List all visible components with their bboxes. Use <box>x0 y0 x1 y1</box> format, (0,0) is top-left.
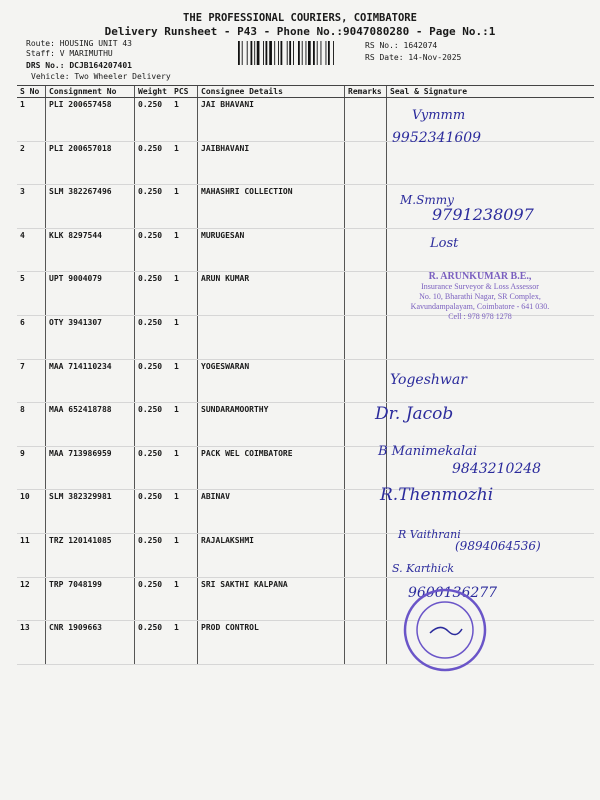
rs-number: RS No.: 1642074 <box>365 41 438 50</box>
signature-3: M.Smmy <box>400 193 454 207</box>
signature-11-phone: (9894064536) <box>455 539 541 553</box>
row-remarks <box>345 315 387 359</box>
row-consignment: TRP 7048199 <box>46 577 135 621</box>
barcode-bar <box>306 41 307 65</box>
row-sno: 8 <box>17 403 46 447</box>
row-pcs: 1 <box>171 185 198 229</box>
row-pcs: 1 <box>171 228 198 272</box>
signature-8: Dr. Jacob <box>375 404 454 424</box>
row-consignee: ABINAV <box>198 490 345 534</box>
row-sno: 9 <box>17 446 46 490</box>
row-remarks <box>345 185 387 229</box>
signature-10: R.Thenmozhi <box>380 485 494 505</box>
row-consignee: SUNDARAMOORTHY <box>198 403 345 447</box>
row-weight: 0.250 <box>135 141 172 185</box>
row-consignment: SLM 382267496 <box>46 185 135 229</box>
row-pcs: 1 <box>171 272 198 316</box>
row-pcs: 1 <box>171 446 198 490</box>
row-consignee: PROD CONTROL <box>198 621 345 665</box>
row-remarks <box>345 228 387 272</box>
signature-9-phone: 9843210248 <box>452 461 542 477</box>
route: Route: HOUSING UNIT 43 <box>26 39 132 48</box>
row-consignment: MAA 652418788 <box>46 403 135 447</box>
barcode-bar <box>242 41 243 65</box>
signature-11: R Vaithrani <box>398 528 461 541</box>
row-sno: 4 <box>17 228 46 272</box>
barcode-bar <box>278 41 279 65</box>
barcode-bar <box>266 41 268 65</box>
col-signature: Seal & Signature <box>387 86 595 98</box>
staff: Staff: V MARIMUTHU <box>26 49 113 58</box>
row-pcs: 1 <box>171 533 198 577</box>
signature-3-phone: 9791238097 <box>432 205 534 224</box>
row-consignment: MAA 713986959 <box>46 446 135 490</box>
barcode-bar <box>298 41 300 65</box>
row-consignment: CNR 1909663 <box>46 621 135 665</box>
barcode-bar <box>321 41 322 65</box>
row-consignee: SRI SAKTHI KALPANA <box>198 577 345 621</box>
barcode-bar <box>317 41 318 65</box>
row-remarks <box>345 533 387 577</box>
stamp-line2: No. 10, Bharathi Nagar, SR Complex, <box>419 292 541 301</box>
row-pcs: 1 <box>171 621 198 665</box>
row-remarks <box>345 98 387 142</box>
row-consignee: YOGESWARAN <box>198 359 345 403</box>
barcode-bar <box>257 41 260 65</box>
table-row <box>17 228 594 272</box>
runsheet-subtitle: Delivery Runsheet - P43 - Phone No.:9047080280 - Page No.:1 <box>104 25 496 38</box>
row-sno: 10 <box>17 490 46 534</box>
table-row <box>17 315 594 359</box>
stamp-line1: Insurance Surveyor & Loss Assessor <box>421 282 539 291</box>
barcode-bar <box>328 41 330 65</box>
stamp-line4: Cell : 978 978 1278 <box>448 312 512 321</box>
stamp-line3: Kavundampalayam, Coimbatore - 641 030. <box>410 302 550 311</box>
row-consignee: MAHASHRI COLLECTION <box>198 185 345 229</box>
row-consignee: RAJALAKSHMI <box>198 533 345 577</box>
runsheet-table <box>17 85 594 665</box>
row-sno: 11 <box>17 533 46 577</box>
row-weight: 0.250 <box>135 359 172 403</box>
signature-7: Yogeshwar <box>390 372 467 388</box>
row-consignee: JAIBHAVANI <box>198 141 345 185</box>
barcode-bar <box>287 41 288 65</box>
barcode-bar <box>302 41 303 65</box>
row-consignee <box>198 315 345 359</box>
row-consignment: UPT 9004079 <box>46 272 135 316</box>
row-consignee: ARUN KUMAR <box>198 272 345 316</box>
barcode-bar <box>289 41 291 65</box>
row-weight: 0.250 <box>135 272 172 316</box>
row-pcs: 1 <box>171 315 198 359</box>
row-sno: 2 <box>17 141 46 185</box>
row-weight: 0.250 <box>135 315 172 359</box>
row-weight: 0.250 <box>135 446 172 490</box>
barcode <box>237 41 361 65</box>
table-row <box>17 403 594 447</box>
row-consignment: PLI 200657018 <box>46 141 135 185</box>
barcode-bar <box>251 41 253 65</box>
col-consignee: Consignee Details <box>198 86 345 98</box>
row-consignment: KLK 8297544 <box>46 228 135 272</box>
barcode-bar <box>293 41 294 65</box>
barcode-bar <box>281 41 283 65</box>
row-weight: 0.250 <box>135 228 172 272</box>
row-consignment: SLM 382329981 <box>46 490 135 534</box>
row-remarks <box>345 621 387 665</box>
table-row <box>17 141 594 185</box>
barcode-bar <box>308 41 311 65</box>
company-title: THE PROFESSIONAL COURIERS, COIMBATORE <box>183 12 417 24</box>
barcode-bar <box>247 41 248 65</box>
row-signature <box>387 228 595 272</box>
stamp-name: R. ARUNKUMAR B.E., <box>428 271 532 282</box>
barcode-bar <box>333 41 334 65</box>
table-row <box>17 621 594 665</box>
row-sno: 5 <box>17 272 46 316</box>
row-sno: 7 <box>17 359 46 403</box>
col-consignment: Consignment No <box>46 86 135 98</box>
row-weight: 0.250 <box>135 533 172 577</box>
signature-12-phone: 9600136277 <box>408 585 498 601</box>
table-row <box>17 98 594 142</box>
drs-number: DRS No.: DCJB164207401 <box>26 61 132 70</box>
row-consignee: PACK WEL COIMBATORE <box>198 446 345 490</box>
row-pcs: 1 <box>171 403 198 447</box>
barcode-bar <box>313 41 315 65</box>
row-remarks <box>345 577 387 621</box>
row-remarks <box>345 359 387 403</box>
row-consignment: OTY 3941307 <box>46 315 135 359</box>
row-consignment: TRZ 120141085 <box>46 533 135 577</box>
signature-1: Vymmm <box>412 108 466 123</box>
round-seal <box>400 585 490 675</box>
row-weight: 0.250 <box>135 577 172 621</box>
signature-9: B Manimekalai <box>378 444 477 459</box>
vehicle: Vehicle: Two Wheeler Delivery <box>31 72 171 81</box>
row-consignee: MURUGESAN <box>198 228 345 272</box>
barcode-bar <box>274 41 275 65</box>
rs-date: RS Date: 14-Nov-2025 <box>365 53 462 62</box>
signature-4: Lost <box>430 236 459 251</box>
table-header-row <box>17 86 594 98</box>
barcode-bar <box>254 41 255 65</box>
row-sno: 1 <box>17 98 46 142</box>
row-pcs: 1 <box>171 577 198 621</box>
row-sno: 6 <box>17 315 46 359</box>
row-pcs: 1 <box>171 141 198 185</box>
row-weight: 0.250 <box>135 185 172 229</box>
row-sno: 3 <box>17 185 46 229</box>
row-consignment: PLI 200657458 <box>46 98 135 142</box>
row-pcs: 1 <box>171 490 198 534</box>
barcode-bar <box>269 41 272 65</box>
col-weight: Weight <box>135 86 172 98</box>
table-row <box>17 577 594 621</box>
barcode-bar <box>238 41 240 65</box>
row-weight: 0.250 <box>135 403 172 447</box>
table-row <box>17 359 594 403</box>
row-consignment: MAA 714110234 <box>46 359 135 403</box>
row-signature <box>387 141 595 185</box>
row-pcs: 1 <box>171 98 198 142</box>
row-weight: 0.250 <box>135 490 172 534</box>
row-pcs: 1 <box>171 359 198 403</box>
row-consignee: JAI BHAVANI <box>198 98 345 142</box>
col-sno: S No <box>17 86 46 98</box>
row-weight: 0.250 <box>135 98 172 142</box>
row-sno: 12 <box>17 577 46 621</box>
barcode-bar <box>326 41 327 65</box>
col-remarks: Remarks <box>345 86 387 98</box>
row-signature <box>387 315 595 359</box>
surveyor-stamp <box>380 272 580 322</box>
row-remarks <box>345 141 387 185</box>
col-pcs: PCS <box>171 86 198 98</box>
barcode-bar <box>263 41 264 65</box>
table-row <box>17 490 594 534</box>
signature-1-phone: 9952341609 <box>392 130 482 146</box>
row-weight: 0.250 <box>135 621 172 665</box>
row-sno: 13 <box>17 621 46 665</box>
signature-12: S. Karthick <box>392 562 455 575</box>
